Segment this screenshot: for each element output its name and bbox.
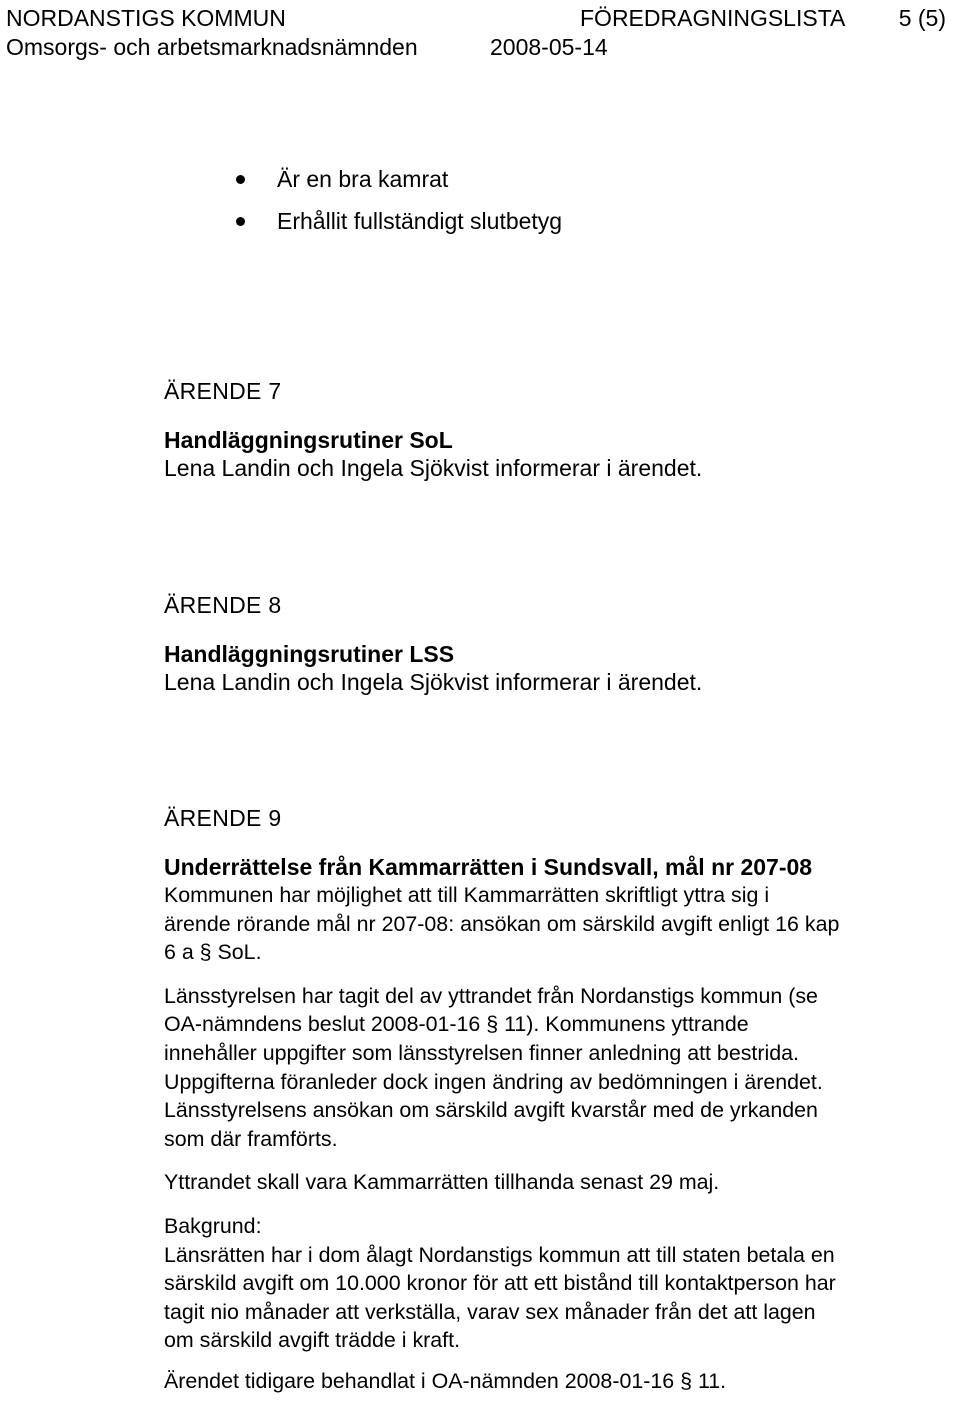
body-line: Länsstyrelsen har tagit del av yttrandet från Nordanstigs kommun (se xyxy=(164,983,818,1008)
page-number: 5 (5) xyxy=(898,5,946,31)
meeting-date: 2008-05-14 xyxy=(490,34,608,60)
organization-name: NORDANSTIGS KOMMUN xyxy=(6,5,286,31)
body-line: Uppgifterna föranleder dock ingen ändring av bedömningen i ärendet. xyxy=(164,1069,823,1094)
item-label: ÄRENDE 8 xyxy=(164,592,282,618)
body-line: Yttrandet skall vara Kammarrätten tillhanda senast 29 maj. xyxy=(164,1170,720,1195)
header-row-2 xyxy=(6,33,946,62)
section-heading-bakgrund: Bakgrund: xyxy=(164,1213,262,1238)
bullet-dot-icon xyxy=(236,175,245,184)
body-line: ärende rörande mål nr 207-08: ansökan om särskild avgift enligt 16 kap xyxy=(164,911,840,936)
header-row-1 xyxy=(6,4,946,33)
body-line: innehåller uppgifter som länsstyrelsen finner anledning att bestrida. xyxy=(164,1040,799,1065)
body-line: OA-nämndens beslut 2008-01-16 § 11). Kommunens yttrande xyxy=(164,1012,749,1037)
body-line: som där framförts. xyxy=(164,1126,338,1151)
body-line: Länsstyrelsens ansökan om särskild avgift kvarstår med de yrkanden xyxy=(164,1098,818,1123)
agenda-item-7 xyxy=(164,376,954,482)
item-label: ÄRENDE 7 xyxy=(164,378,282,404)
agenda-item-8 xyxy=(164,590,954,696)
page-header xyxy=(6,4,946,62)
body-line: Länsrätten har i dom ålagt Nordanstigs kommun att till staten betala en xyxy=(164,1242,835,1267)
agenda-item-9 xyxy=(164,803,954,1396)
body-line: Kommunen har möjlighet att till Kammarrätten skriftligt yttra sig i xyxy=(164,883,770,907)
item-title: Underrättelse från Kammarrätten i Sundsvall, mål nr 207-08 xyxy=(164,854,813,880)
item-text: Lena Landin och Ingela Sjökvist informerar i ärendet. xyxy=(164,455,703,481)
board-name: Omsorgs- och arbetsmarknadsnämnden xyxy=(6,34,418,60)
body-line: särskild avgift om 10.000 kronor för att ett bistånd till kontaktperson har xyxy=(164,1271,836,1296)
item-label: ÄRENDE 9 xyxy=(164,805,282,831)
item-body xyxy=(164,881,954,1396)
bullet-dot-icon xyxy=(236,217,245,226)
body-line: tagit nio månader att verkställa, varav sex månader från det att lagen xyxy=(164,1299,816,1324)
item-text: Lena Landin och Ingela Sjökvist informerar i ärendet. xyxy=(164,669,703,695)
body-line: 6 a § SoL. xyxy=(164,940,262,965)
bullet-text: Är en bra kamrat xyxy=(277,166,449,192)
body-line: Ärendet tidigare behandlat i OA-nämnden 2008-01-16 § 11. xyxy=(164,1368,727,1393)
bullet-text: Erhållit fullständigt slutbetyg xyxy=(277,208,563,234)
body-line: om särskild avgift trädde i kraft. xyxy=(164,1328,461,1353)
item-title: Handläggningsrutiner LSS xyxy=(164,641,455,667)
document-type: FÖREDRAGNINGSLISTA xyxy=(580,5,846,31)
item-title: Handläggningsrutiner SoL xyxy=(164,427,453,453)
